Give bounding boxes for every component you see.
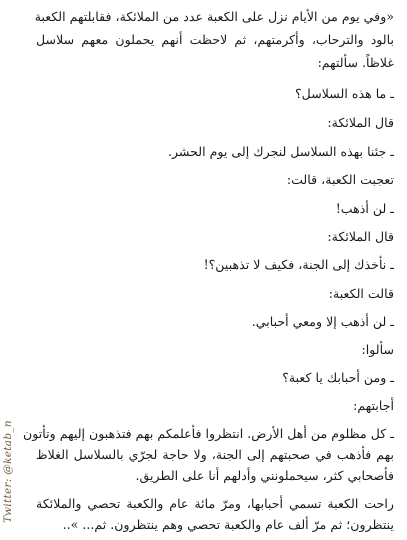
speaker-line: قالت الكعبة: <box>328 286 394 301</box>
paragraph-line: بالود والترحاب، وأكرمتهم، ثم لاحظت أنهم يحملون معهم سلاسل <box>36 32 394 47</box>
answer-line: فأصحابي كثر، سيحملونني وأدلهم أنا على الطريق. <box>135 468 394 483</box>
speaker-line: قال الملائكة: <box>327 115 394 130</box>
speaker-line: أجابتهم: <box>353 398 394 413</box>
speaker-line: سألوا: <box>361 342 394 357</box>
question-line: ـ ما هذه السلاسل؟ <box>295 86 394 101</box>
answer-line: بهم فأذهب في صحبتهم إلى الجنة، ولا حاجة لجرّي بالسلاسل الغلاظ <box>36 447 394 462</box>
answer-line: ـ كل مظلوم من أهل الأرض. انتظروا فأعلمكم بهم فتذهبون إليهم وتأتون <box>23 426 394 441</box>
speaker-line: تعجبت الكعبة، قالت: <box>286 172 394 187</box>
question-line: ـ ومن أحبابك يا كعبة؟ <box>282 370 394 385</box>
reply-line: ـ لن أذهب إلا ومعي أحبابي. <box>251 314 394 329</box>
paragraph-line: غلاظاً. سألتهم: <box>317 55 394 70</box>
reply-line: ـ لن أذهب! <box>335 201 394 216</box>
speaker-line: قال الملائكة: <box>327 229 394 244</box>
closing-line: ينتظرون؛ ثم مرّ ألف عام والكعبة تحصي وهم ينتظرون. ثم... ».. <box>62 517 394 532</box>
paragraph-line: «وفي يوم من الأيام نزل على الكعبة عدد من الملائكة، فقابلتهم الكعبة <box>34 9 394 24</box>
twitter-watermark: Twitter: @ketab_n <box>2 420 14 523</box>
story-page <box>23 0 398 540</box>
reply-line: ـ نأخذك إلى الجنة، فكيف لا تذهبين؟! <box>203 257 394 272</box>
reply-line: ـ جئنا بهذه السلاسل لنجرك إلى يوم الحشر. <box>167 144 394 159</box>
closing-line: راحت الكعبة تسمي أحبابها، ومرّ مائة عام والكعبة تحصي والملائكة <box>36 496 394 511</box>
